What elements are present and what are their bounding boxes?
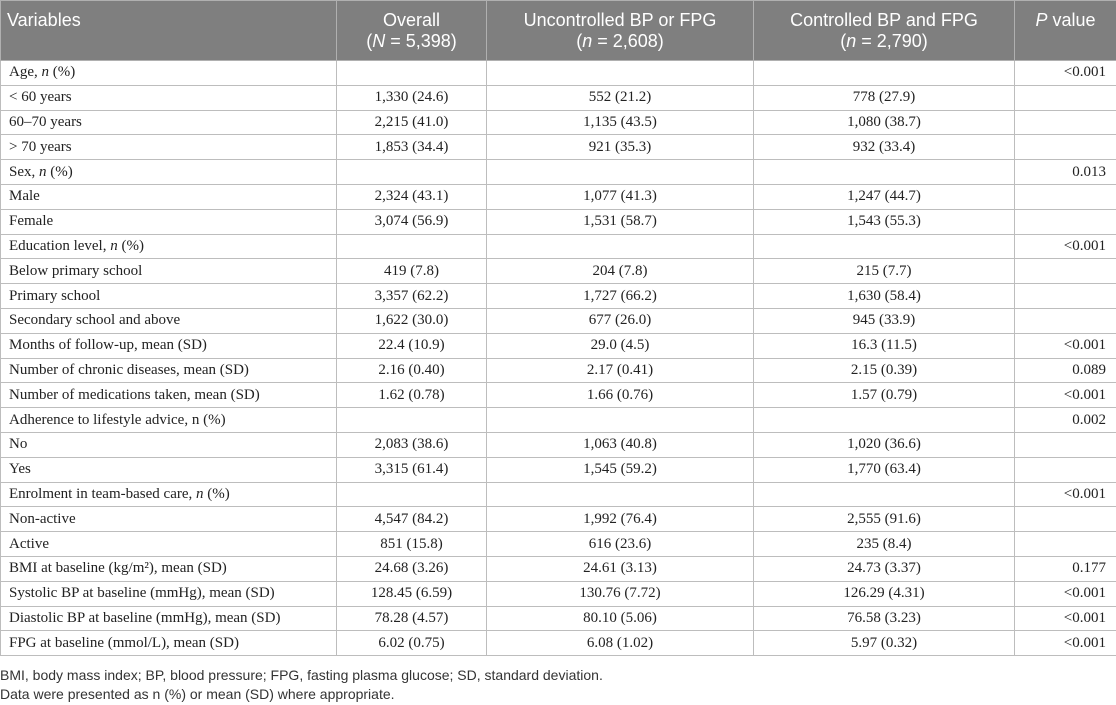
cell-p-value: <0.001 (1015, 482, 1116, 507)
table-row (1, 383, 1116, 408)
row-label: Non-active (1, 507, 337, 532)
header-variables: Variables (1, 1, 337, 61)
cell-controlled: 16.3 (11.5) (754, 333, 1015, 358)
table-footnotes (0, 666, 1116, 704)
cell-controlled: 1.57 (0.79) (754, 383, 1015, 408)
table-row (1, 110, 1116, 135)
row-label: Female (1, 209, 337, 234)
cell-overall: 24.68 (3.26) (337, 556, 487, 581)
cell-controlled: 1,543 (55.3) (754, 209, 1015, 234)
cell-overall: 1,330 (24.6) (337, 85, 487, 110)
table-body (1, 61, 1116, 656)
table-row (1, 209, 1116, 234)
cell-uncontrolled: 29.0 (4.5) (487, 333, 754, 358)
cell-uncontrolled: 24.61 (3.13) (487, 556, 754, 581)
cell-p-value (1015, 135, 1116, 160)
footnote-abbreviations: BMI, body mass index; BP, blood pressure; FPG, fasting plasma glucose; SD, standard deviation. (0, 667, 603, 683)
cell-p-value (1015, 432, 1116, 457)
cell-controlled: 1,080 (38.7) (754, 110, 1015, 135)
table-row (1, 408, 1116, 433)
table-row (1, 581, 1116, 606)
table-row (1, 457, 1116, 482)
header-controlled-n: (n = 2,790) (840, 31, 928, 51)
cell-overall: 1,622 (30.0) (337, 308, 487, 333)
cell-p-value: 0.177 (1015, 556, 1116, 581)
header-overall-label: Overall (382, 10, 440, 30)
cell-controlled: 1,770 (63.4) (754, 457, 1015, 482)
cell-uncontrolled: 1,077 (41.3) (487, 184, 754, 209)
table-row (1, 631, 1116, 656)
cell-p-value: <0.001 (1015, 61, 1116, 86)
header-row (1, 1, 1116, 61)
cell-uncontrolled: 1,063 (40.8) (487, 432, 754, 457)
cell-p-value: <0.001 (1015, 383, 1116, 408)
cell-controlled (754, 61, 1015, 86)
cell-uncontrolled (487, 234, 754, 259)
table-row (1, 184, 1116, 209)
cell-overall (337, 61, 487, 86)
cell-overall (337, 234, 487, 259)
table-row (1, 432, 1116, 457)
row-label: Sex, n (%) (1, 160, 337, 185)
cell-controlled: 5.97 (0.32) (754, 631, 1015, 656)
cell-p-value: 0.089 (1015, 358, 1116, 383)
cell-overall: 851 (15.8) (337, 532, 487, 557)
cell-uncontrolled: 921 (35.3) (487, 135, 754, 160)
row-label: Enrolment in team-based care, n (%) (1, 482, 337, 507)
cell-controlled: 2.15 (0.39) (754, 358, 1015, 383)
table-row (1, 507, 1116, 532)
table-row (1, 85, 1116, 110)
cell-uncontrolled: 1,531 (58.7) (487, 209, 754, 234)
cell-controlled (754, 234, 1015, 259)
cell-controlled: 24.73 (3.37) (754, 556, 1015, 581)
header-controlled-label: Controlled BP and FPG (790, 10, 978, 30)
cell-uncontrolled: 677 (26.0) (487, 308, 754, 333)
row-label: FPG at baseline (mmol/L), mean (SD) (1, 631, 337, 656)
cell-p-value: <0.001 (1015, 581, 1116, 606)
row-label: No (1, 432, 337, 457)
cell-p-value (1015, 209, 1116, 234)
cell-controlled: 1,630 (58.4) (754, 284, 1015, 309)
table-row (1, 308, 1116, 333)
cell-p-value: 0.002 (1015, 408, 1116, 433)
cell-uncontrolled: 1,135 (43.5) (487, 110, 754, 135)
table-row (1, 532, 1116, 557)
cell-uncontrolled: 130.76 (7.72) (487, 581, 754, 606)
row-label: Months of follow-up, mean (SD) (1, 333, 337, 358)
cell-overall (337, 160, 487, 185)
cell-p-value (1015, 457, 1116, 482)
cell-overall: 22.4 (10.9) (337, 333, 487, 358)
row-label: Primary school (1, 284, 337, 309)
table-row (1, 358, 1116, 383)
cell-overall: 1.62 (0.78) (337, 383, 487, 408)
table-row (1, 284, 1116, 309)
table-row (1, 606, 1116, 631)
row-label: > 70 years (1, 135, 337, 160)
cell-controlled: 126.29 (4.31) (754, 581, 1015, 606)
row-label: Diastolic BP at baseline (mmHg), mean (SD) (1, 606, 337, 631)
cell-uncontrolled (487, 160, 754, 185)
row-label: Active (1, 532, 337, 557)
cell-uncontrolled: 6.08 (1.02) (487, 631, 754, 656)
cell-controlled: 215 (7.7) (754, 259, 1015, 284)
table-row (1, 482, 1116, 507)
cell-uncontrolled: 1,727 (66.2) (487, 284, 754, 309)
cell-p-value: <0.001 (1015, 234, 1116, 259)
cell-uncontrolled: 616 (23.6) (487, 532, 754, 557)
cell-controlled (754, 482, 1015, 507)
table-row (1, 333, 1116, 358)
cell-overall: 419 (7.8) (337, 259, 487, 284)
cell-uncontrolled: 1,992 (76.4) (487, 507, 754, 532)
cell-controlled (754, 160, 1015, 185)
cell-overall: 128.45 (6.59) (337, 581, 487, 606)
cell-uncontrolled: 80.10 (5.06) (487, 606, 754, 631)
cell-overall: 3,074 (56.9) (337, 209, 487, 234)
cell-p-value (1015, 85, 1116, 110)
cell-uncontrolled: 1.66 (0.76) (487, 383, 754, 408)
row-label: Yes (1, 457, 337, 482)
cell-p-value (1015, 110, 1116, 135)
cell-uncontrolled: 552 (21.2) (487, 85, 754, 110)
cell-p-value (1015, 284, 1116, 309)
cell-overall: 2,215 (41.0) (337, 110, 487, 135)
cell-overall: 3,357 (62.2) (337, 284, 487, 309)
row-label: Systolic BP at baseline (mmHg), mean (SD) (1, 581, 337, 606)
row-label: Male (1, 184, 337, 209)
cell-p-value: <0.001 (1015, 631, 1116, 656)
cell-overall: 6.02 (0.75) (337, 631, 487, 656)
cell-uncontrolled (487, 408, 754, 433)
footnote-data-presentation: Data were presented as n (%) or mean (SD) where appropriate. (0, 686, 395, 702)
cell-p-value: 0.013 (1015, 160, 1116, 185)
cell-controlled: 945 (33.9) (754, 308, 1015, 333)
table-row (1, 135, 1116, 160)
table-row (1, 61, 1116, 86)
cell-overall: 3,315 (61.4) (337, 457, 487, 482)
header-uncontrolled-label: Uncontrolled BP or FPG (523, 10, 717, 30)
cell-overall: 2,083 (38.6) (337, 432, 487, 457)
cell-controlled: 778 (27.9) (754, 85, 1015, 110)
cell-p-value: <0.001 (1015, 606, 1116, 631)
row-label: Number of medications taken, mean (SD) (1, 383, 337, 408)
cell-p-value (1015, 532, 1116, 557)
cell-p-value: <0.001 (1015, 333, 1116, 358)
header-uncontrolled-n: (n = 2,608) (576, 31, 664, 51)
row-label: 60–70 years (1, 110, 337, 135)
cell-controlled: 932 (33.4) (754, 135, 1015, 160)
row-label: Below primary school (1, 259, 337, 284)
cell-p-value (1015, 259, 1116, 284)
cell-uncontrolled: 2.17 (0.41) (487, 358, 754, 383)
cell-uncontrolled: 1,545 (59.2) (487, 457, 754, 482)
row-label: Adherence to lifestyle advice, n (%) (1, 408, 337, 433)
table-row (1, 160, 1116, 185)
cell-overall: 78.28 (4.57) (337, 606, 487, 631)
cell-uncontrolled: 204 (7.8) (487, 259, 754, 284)
table-row (1, 556, 1116, 581)
row-label: < 60 years (1, 85, 337, 110)
cell-p-value (1015, 507, 1116, 532)
cell-controlled: 1,020 (36.6) (754, 432, 1015, 457)
row-label: Secondary school and above (1, 308, 337, 333)
cell-overall (337, 408, 487, 433)
table-row (1, 259, 1116, 284)
row-label: Number of chronic diseases, mean (SD) (1, 358, 337, 383)
cell-controlled: 76.58 (3.23) (754, 606, 1015, 631)
cell-p-value (1015, 184, 1116, 209)
header-overall-n: (N = 5,398) (366, 31, 457, 51)
row-label: Education level, n (%) (1, 234, 337, 259)
table-row (1, 234, 1116, 259)
cell-controlled: 2,555 (91.6) (754, 507, 1015, 532)
header-controlled (754, 1, 1015, 61)
cell-p-value (1015, 308, 1116, 333)
header-overall (337, 1, 487, 61)
header-p-value: P value (1015, 1, 1116, 61)
cell-overall: 2.16 (0.40) (337, 358, 487, 383)
cell-controlled: 1,247 (44.7) (754, 184, 1015, 209)
cell-controlled (754, 408, 1015, 433)
cell-overall: 1,853 (34.4) (337, 135, 487, 160)
cell-uncontrolled (487, 61, 754, 86)
row-label: BMI at baseline (kg/m²), mean (SD) (1, 556, 337, 581)
header-uncontrolled (487, 1, 754, 61)
row-label: Age, n (%) (1, 61, 337, 86)
cell-overall (337, 482, 487, 507)
cell-uncontrolled (487, 482, 754, 507)
cell-overall: 4,547 (84.2) (337, 507, 487, 532)
cell-controlled: 235 (8.4) (754, 532, 1015, 557)
cell-overall: 2,324 (43.1) (337, 184, 487, 209)
